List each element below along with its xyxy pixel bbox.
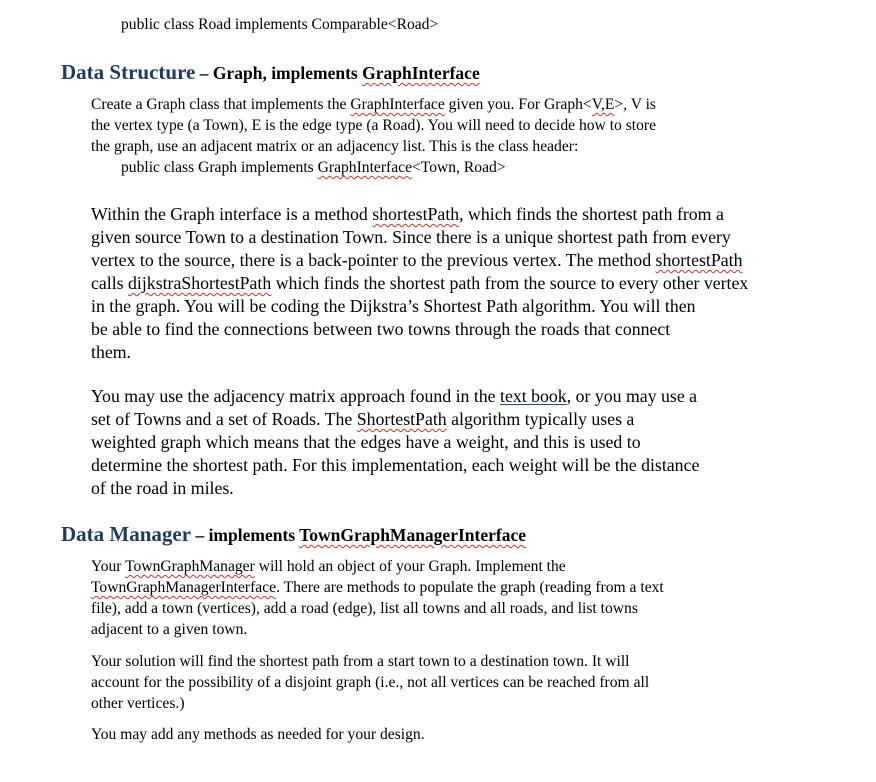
data-manager-title: Data Manager xyxy=(61,522,192,546)
dm-para3-line1: You may add any methods as needed for your design. xyxy=(91,726,425,743)
text-run: Your xyxy=(91,558,126,575)
text-run: vertex to the source, there is a back-pointer to the previous vertex. The method xyxy=(91,250,656,270)
ds-para1-line3: the graph, use an adjacent matrix or an adjacency list. This is the class header: xyxy=(91,138,579,155)
text-run: set of Towns and a set of Roads. The xyxy=(91,409,357,429)
text-run: given you. For Graph< xyxy=(444,96,592,113)
dm-para2-line3: other vertices.) xyxy=(91,695,185,712)
ds-para2-line1 xyxy=(91,204,724,225)
method-term: dijkstraShortestPath xyxy=(128,273,272,293)
manager-class-term: TownGraphManager xyxy=(125,558,255,575)
method-term: ShortestPath xyxy=(356,409,447,429)
text-run: which finds the shortest path from the source to every other vertex xyxy=(271,273,749,293)
data-manager-subtitle: implements xyxy=(208,525,300,545)
data-structure-heading xyxy=(61,60,480,85)
text-run: Within the Graph interface is a method xyxy=(91,204,373,224)
text-run: >, V is xyxy=(614,96,656,113)
type-params-term: V,E xyxy=(591,96,615,113)
dm-para1-line1 xyxy=(91,558,566,576)
heading-dash: – xyxy=(195,63,213,83)
manager-interface-term: TownGraphManagerInterface xyxy=(91,579,277,596)
road-class-header: public class Road implements Comparable<Road> xyxy=(121,16,439,33)
data-structure-subtitle: Graph, implements xyxy=(212,63,363,83)
method-term: shortestPath xyxy=(655,250,743,270)
graph-interface-term: GraphInterface xyxy=(362,63,480,83)
text-run: Create a Graph class that implements the xyxy=(91,96,351,113)
ds-para1-line1 xyxy=(91,96,656,114)
ds-para2-line7: them. xyxy=(91,342,131,362)
dm-para2-line1: Your solution will find the shortest path from a start town to a destination town. It will xyxy=(91,653,630,670)
dm-para2-line2: account for the possibility of a disjoint graph (i.e., not all vertices can be reached from all xyxy=(91,674,650,691)
ds-para3-line1 xyxy=(91,386,697,407)
ds-para2-line5: in the graph. You will be coding the Dijkstra’s Shortest Path algorithm. You will then xyxy=(91,296,696,316)
manager-interface-term: TownGraphManagerInterface xyxy=(299,525,526,545)
ds-para2-line2: given source Town to a destination Town. Since there is a unique shortest path from every xyxy=(91,227,731,247)
ds-para3-line4: determine the shortest path. For this implementation, each weight will be the distance xyxy=(91,455,700,475)
text-run: , which finds the shortest path from a xyxy=(459,204,724,224)
graph-class-header xyxy=(121,159,506,177)
text-run: algorithm typically uses a xyxy=(446,409,635,429)
ds-para3-line3: weighted graph which means that the edges have a weight, and this is used to xyxy=(91,432,641,452)
ds-para2-line3 xyxy=(91,250,742,271)
text-book-link[interactable]: text book xyxy=(500,386,567,406)
dm-para1-line3: file), add a town (vertices), add a road (edge), list all towns and all roads, and list towns xyxy=(91,600,638,617)
ds-para2-line6: be able to find the connections between two towns through the roads that connect xyxy=(91,319,671,339)
text-run: will hold an object of your Graph. Implement the xyxy=(254,558,566,575)
text-run: You may use the adjacency matrix approach found in the xyxy=(91,386,501,406)
graph-interface-term: GraphInterface xyxy=(317,159,412,176)
graph-interface-term: GraphInterface xyxy=(350,96,445,113)
method-term: shortestPath xyxy=(372,204,460,224)
data-structure-title: Data Structure xyxy=(61,60,196,84)
text-run: <Town, Road> xyxy=(412,159,506,176)
text-run: , or you may use a xyxy=(566,386,698,406)
ds-para1-line2: the vertex type (a Town), E is the edge type (a Road). You will need to decide how to store xyxy=(91,117,657,134)
text-run: public class Graph implements xyxy=(121,159,318,176)
text-run: . There are methods to populate the graph (reading from a text xyxy=(276,579,664,596)
dm-para1-line2 xyxy=(91,579,664,597)
heading-dash: – xyxy=(191,525,209,545)
text-run: calls xyxy=(91,273,129,293)
ds-para3-line2 xyxy=(91,409,634,430)
ds-para3-line5: of the road in miles. xyxy=(91,478,234,498)
ds-para2-line4 xyxy=(91,273,748,294)
data-manager-heading xyxy=(61,522,526,547)
dm-para1-line4: adjacent to a given town. xyxy=(91,621,248,638)
